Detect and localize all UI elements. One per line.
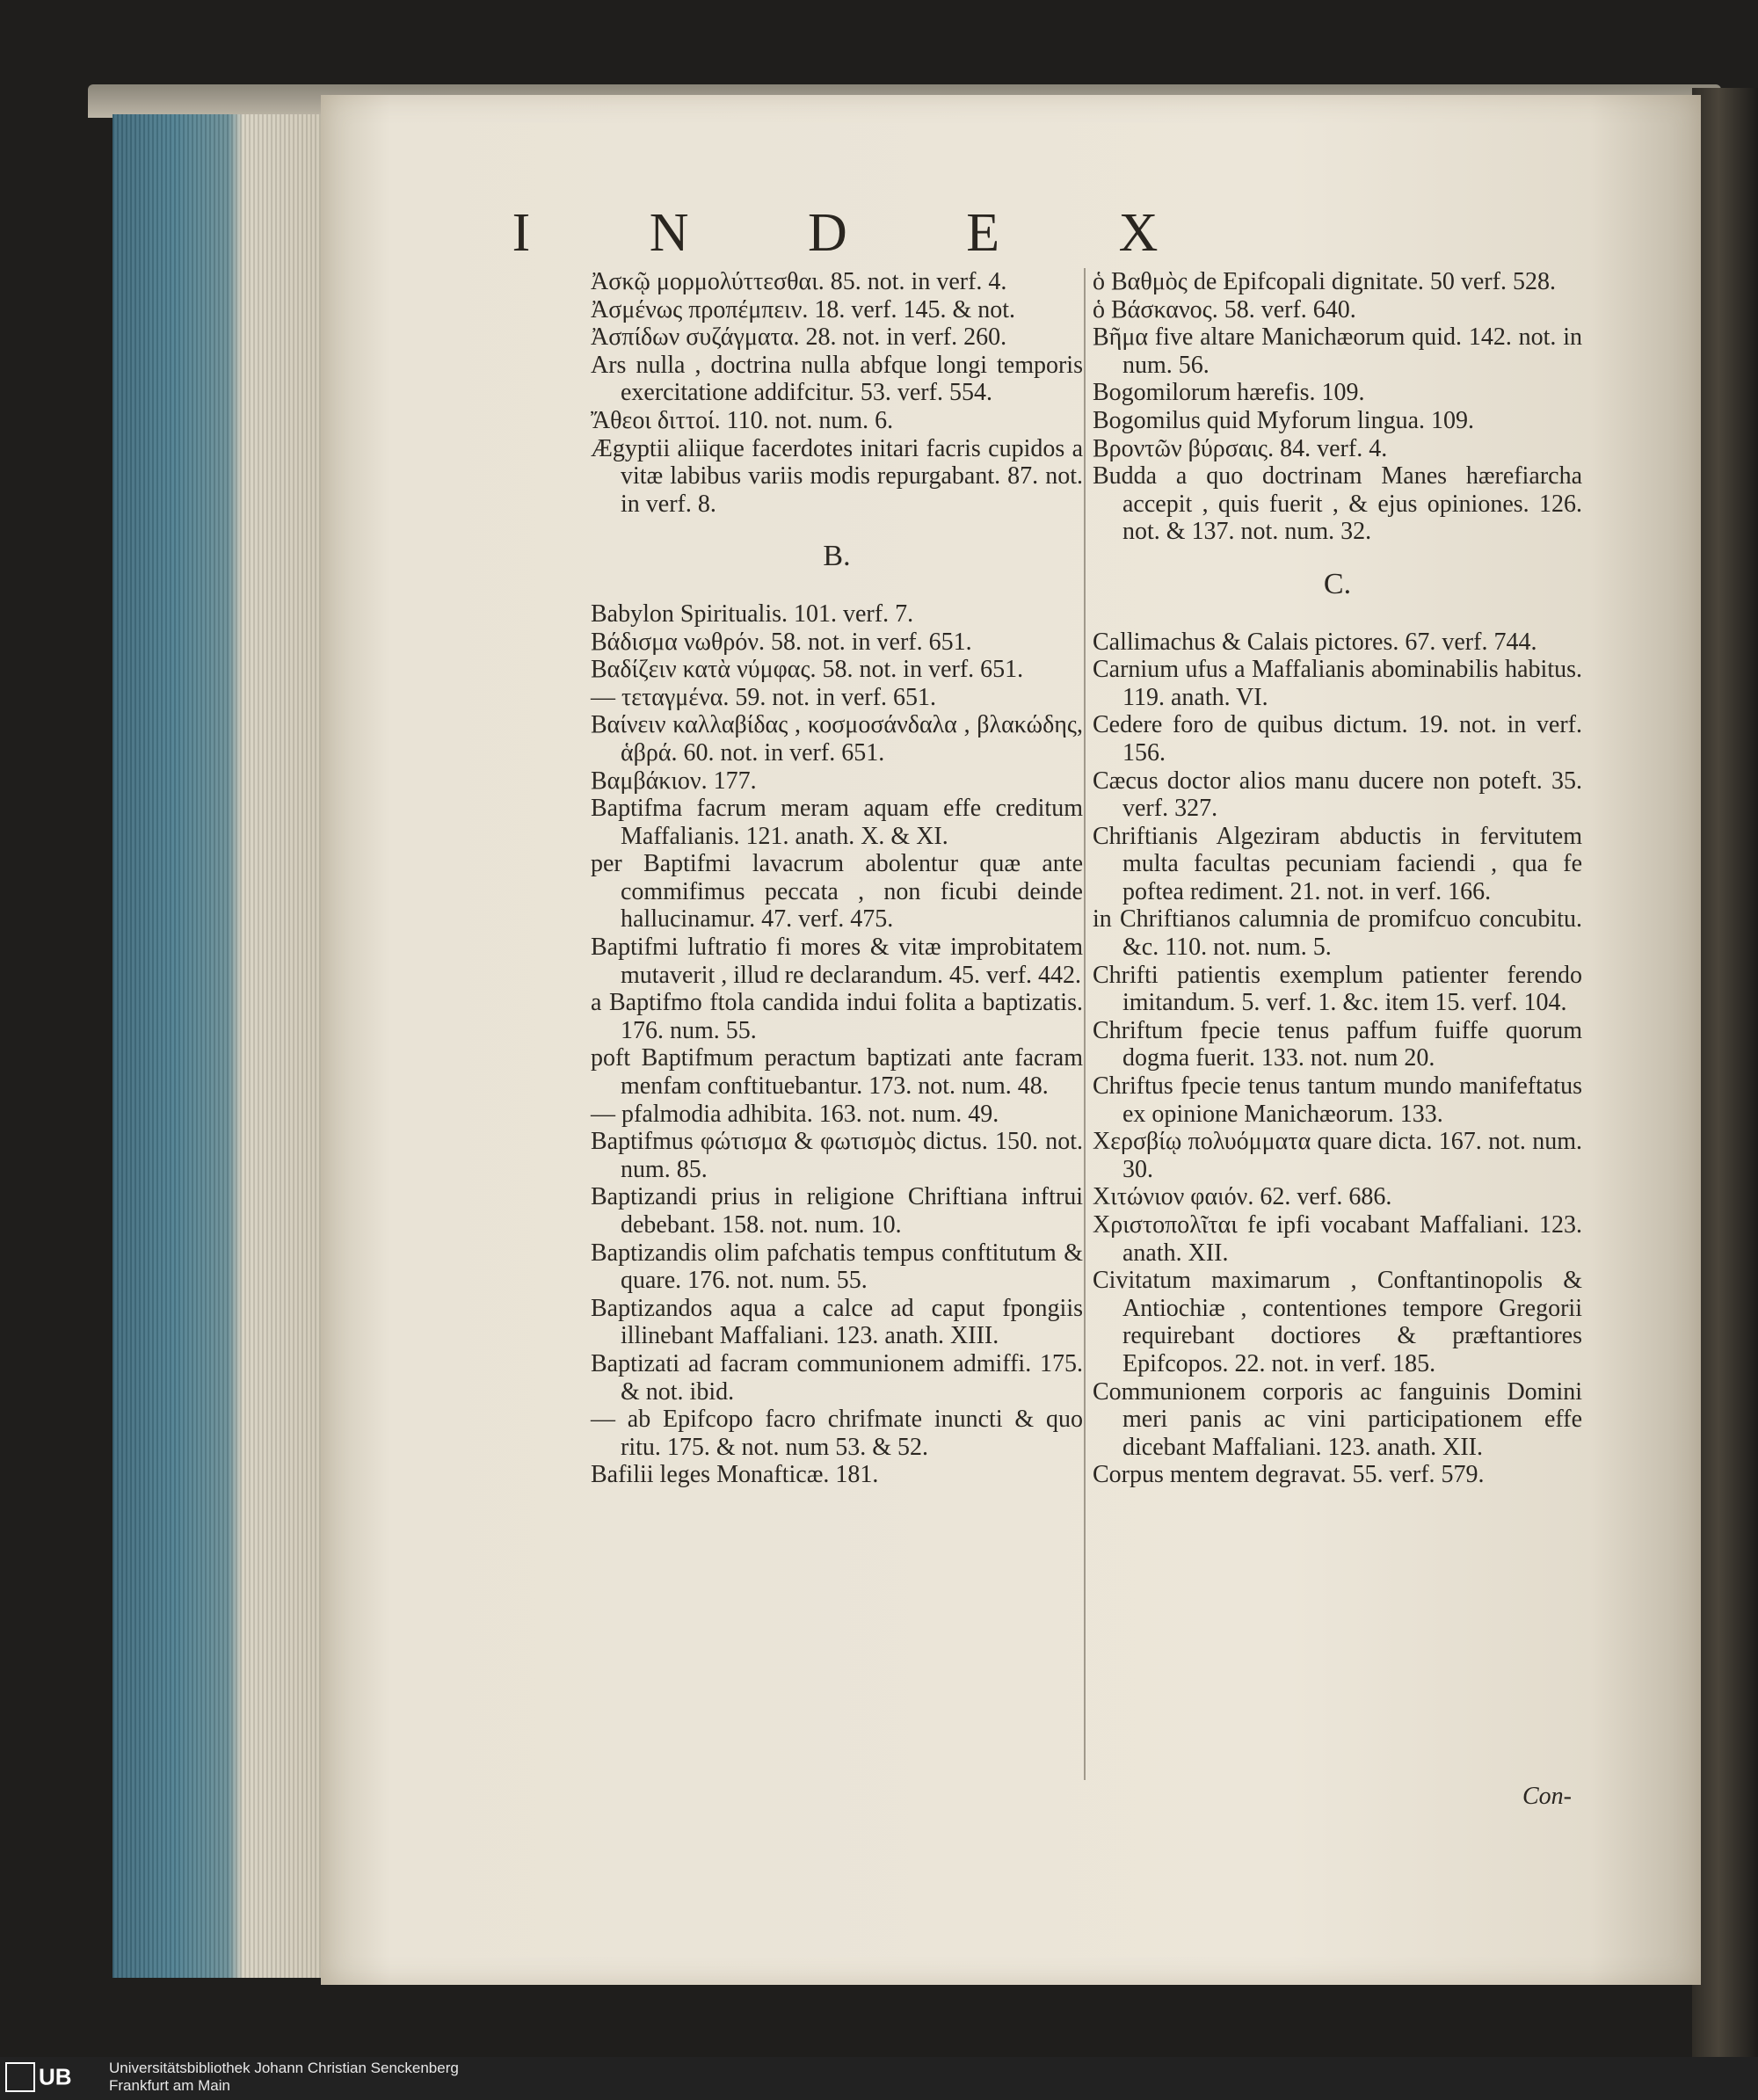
index-entry: Budda a quo doctrinam Manes hærefiarcha accepit , quis fuerit , & ejus opiniones. 126. not. & 137. not. num. 32.	[1093, 462, 1582, 546]
index-entry: Bogomilorum hærefis. 109.	[1093, 379, 1365, 407]
index-entry: Baptizandi prius in religione Chriftiana inftrui debebant. 158. not. num. 10.	[591, 1183, 1083, 1239]
index-entry: Callimachus & Calais pictores. 67. verf. 744.	[1093, 628, 1537, 656]
index-entry: Ἀσμένως προπέμπειν. 18. verf. 145. & not.	[591, 295, 1015, 323]
index-entry: Baptizandos aqua a calce ad caput fpongiis illinebant Maffaliani. 123. anath. XIII.	[591, 1294, 1083, 1350]
index-entry: Βαίνειν καλλαβίδας , κοσμοσάνδαλα , βλακώδης, ἁβρά. 60. not. in verf. 651.	[591, 711, 1083, 767]
column-divider	[1084, 268, 1086, 1780]
institution-city: Frankfurt am Main	[109, 2077, 230, 2094]
page-header	[0, 202, 1758, 265]
index-entry: Βάδισμα νωθρόν. 58. not. in verf. 651.	[591, 628, 972, 656]
index-entry: — pfalmodia adhibita. 163. not. num. 49.	[591, 1100, 999, 1128]
index-entry: Ἀσπίδων συζάγματα. 28. not. in verf. 260.	[591, 323, 1007, 352]
index-entry: Bafilii leges Monafticæ. 181.	[591, 1461, 879, 1489]
book-fore-edge	[113, 114, 323, 1978]
index-entry: Βαμβάκιον. 177.	[591, 767, 757, 795]
index-entry: in Chriftianos calumnia de promifcuo concubitu. &c. 110. not. num. 5.	[1093, 905, 1582, 962]
facing-page-edge	[1692, 88, 1758, 2057]
logo-text: UB	[39, 2063, 72, 2090]
left-column	[591, 268, 1083, 1489]
index-entry: Βαδίζειν κατὰ νύμφας. 58. not. in verf. 651.	[591, 656, 1024, 684]
index-entry: Bogomilus quid Myforum lingua. 109.	[1093, 406, 1474, 434]
index-entry: Βῆμα five altare Manichæorum quid. 142. not. in num. 56.	[1093, 323, 1582, 379]
right-column	[1093, 268, 1582, 1489]
index-entry: Baptizandis olim pafchatis tempus conftitutum & quare. 176. not. num. 55.	[591, 1239, 1083, 1295]
index-entry: Ægyptii aliique facerdotes initari facris cupidos a vitæ labibus variis modis repurgabant. 87. not. in verf. 8.	[591, 434, 1083, 518]
catchword: Con-	[1522, 1783, 1572, 1810]
section-letter-c: C.	[1323, 567, 1352, 600]
index-entry: per Baptifmi lavacrum abolentur quæ ante commifimus peccata , non ficubi deinde hallucinamur. 47. verf. 475.	[591, 850, 1083, 934]
institution-name: Universitätsbibliothek Johann Christian Senckenberg	[109, 2060, 459, 2076]
index-entry: Chriftum fpecie tenus paffum fuiffe quorum dogma fuerit. 133. not. num 20.	[1093, 1016, 1582, 1072]
index-entry: Baptifma facrum meram aquam effe creditum Maffalianis. 121. anath. X. & XI.	[591, 795, 1083, 850]
index-entry: ὁ Βάσκανος. 58. verf. 640.	[1093, 295, 1356, 323]
institution-credit	[109, 2060, 459, 2095]
index-entry: Χερσβίῳ πολυόμματα quare dicta. 167. not. num. 30.	[1093, 1128, 1582, 1183]
section-letter-b: B.	[823, 540, 851, 573]
library-logo	[5, 2062, 102, 2096]
index-title: I N D E X	[512, 203, 1211, 263]
index-entry: Communionem corporis ac fanguinis Domini meri panis ac vini participationem effe dicebant Maffaliani. 123. anath. XII.	[1093, 1377, 1582, 1461]
index-entry: Ἄθεοι διττοί. 110. not. num. 6.	[591, 406, 894, 434]
index-entry: Χριστοπολῖται fe ipfi vocabant Maffaliani. 123. anath. XII.	[1093, 1211, 1582, 1267]
index-entry: Chrifti patientis exemplum patienter ferendo imitandum. 5. verf. 1. &c. item 15. verf. 104.	[1093, 961, 1582, 1017]
index-entry: Baptifmi luftratio fi mores & vitæ improbitatem mutaverit , illud re declarandum. 45. verf. 442.	[591, 934, 1083, 989]
index-entry: Βροντῶν βύρσαις. 84. verf. 4.	[1093, 434, 1388, 462]
index-entry: Chriftus fpecie tenus tantum mundo manifeftatus ex opinione Manichæorum. 133.	[1093, 1072, 1582, 1128]
index-entry: ὁ Βαθμὸς de Epifcopali dignitate. 50 verf. 528.	[1093, 268, 1556, 295]
index-entry: Chriftianis Algeziram abductis in fervitutem multa facultas pecuniam faciendi , qua fe poftea rediment. 21. not. in verf. 166.	[1093, 822, 1582, 905]
index-entry: Ars nulla , doctrina nulla abfque longi temporis exercitatione addifcitur. 53. verf. 554.	[591, 351, 1083, 407]
index-entry: Babylon Spiritualis. 101. verf. 7.	[591, 599, 914, 628]
index-entry: Cæcus doctor alios manu ducere non poteft. 35. verf. 327.	[1093, 767, 1582, 823]
index-entry: poft Baptifmum peractum baptizati ante facram menfam conftituebantur. 173. not. num. 48.	[591, 1044, 1083, 1101]
index-entry: Baptizati ad facram communionem admiffi. 175. & not. ibid.	[591, 1349, 1083, 1406]
index-entry: Ἀσκῷ μορμολύττεσθαι. 85. not. in verf. 4.	[591, 268, 1007, 295]
logo-emblem-icon	[5, 2062, 35, 2092]
index-entry: Civitatum maximarum , Conftantinopolis & Antiochiæ , contentiones tempore Gregorii requirebant doctiores & præftantiores Epifcopos. 22. not. in verf. 185.	[1093, 1267, 1582, 1377]
index-entry: Cedere foro de quibus dictum. 19. not. in verf. 156.	[1093, 711, 1582, 767]
index-entry: a Baptifmo ftola candida indui folita a baptizatis. 176. num. 55.	[591, 989, 1083, 1044]
index-entry: Corpus mentem degravat. 55. verf. 579.	[1093, 1461, 1485, 1489]
index-entry: — τεταγμένα. 59. not. in verf. 651.	[591, 683, 937, 711]
index-entry: — ab Epifcopo facro chrifmate inuncti & quo ritu. 175. & not. num 53. & 52.	[591, 1406, 1083, 1461]
index-entry: Χιτώνιον φαιόν. 62. verf. 686.	[1093, 1183, 1392, 1211]
index-entry: Carnium ufus a Maffalianis abominabilis habitus. 119. anath. VI.	[1093, 656, 1582, 711]
index-entry: Baptifmus φώτισμα & φωτισμὸς dictus. 150. not. num. 85.	[591, 1128, 1083, 1183]
